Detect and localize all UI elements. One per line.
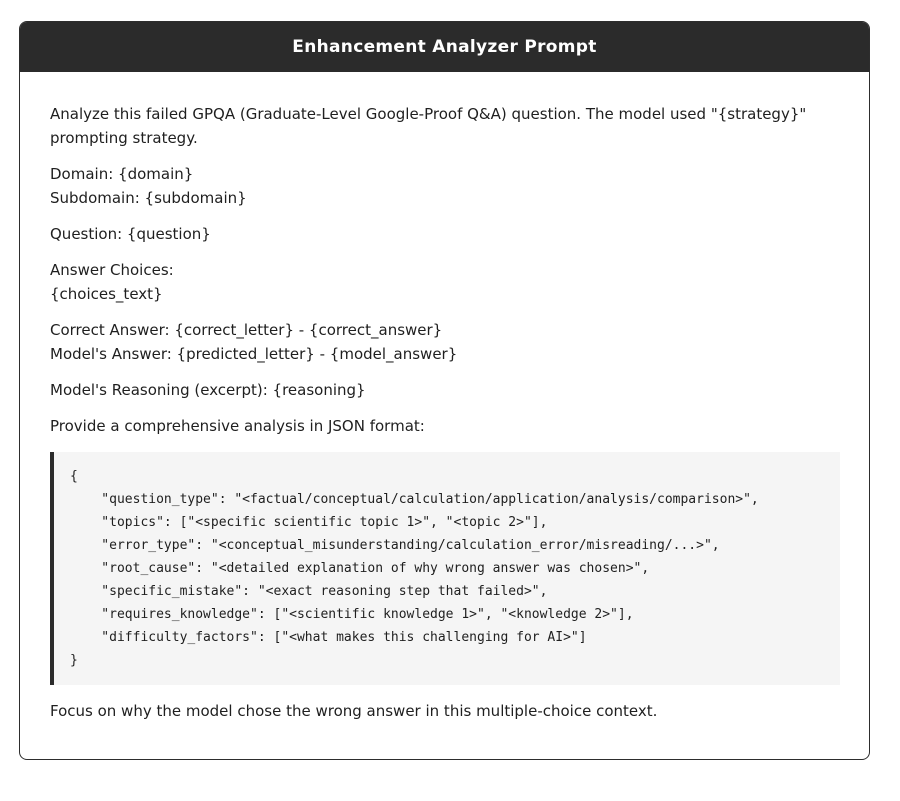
paragraph-answer-choices bbox=[50, 258, 840, 306]
code-line: "topics": ["<specific scientific topic 1>", "<topic 2>"], bbox=[70, 515, 548, 530]
paragraph-question bbox=[50, 222, 840, 246]
text-line: Correct Answer: {correct_letter} - {correct_answer} bbox=[50, 321, 443, 339]
card-body bbox=[20, 72, 869, 759]
text-line: Analyze this failed GPQA (Graduate-Level Google-Proof Q&A) question. The model used "{strategy}" bbox=[50, 105, 807, 123]
text-line: Provide a comprehensive analysis in JSON format: bbox=[50, 417, 425, 435]
text-line: Model's Answer: {predicted_letter} - {model_answer} bbox=[50, 345, 458, 363]
text-line: Subdomain: {subdomain} bbox=[50, 189, 247, 207]
paragraph-answers bbox=[50, 318, 840, 366]
paragraph-reasoning bbox=[50, 378, 840, 402]
code-line: "requires_knowledge": ["<scientific knowledge 1>", "<knowledge 2>"], bbox=[70, 607, 634, 622]
card-title: Enhancement Analyzer Prompt bbox=[292, 37, 597, 57]
text-line: Question: {question} bbox=[50, 225, 211, 243]
code-line: "specific_mistake": "<exact reasoning step that failed>", bbox=[70, 584, 548, 599]
paragraph-json-instruction bbox=[50, 414, 840, 438]
prompt-card bbox=[19, 21, 870, 760]
text-line: Answer Choices: bbox=[50, 261, 174, 279]
code-line: "question_type": "<factual/conceptual/calculation/application/analysis/comparison>", bbox=[70, 492, 759, 507]
card-header bbox=[20, 22, 869, 72]
text-line: {choices_text} bbox=[50, 285, 163, 303]
code-line: "root_cause": "<detailed explanation of why wrong answer was chosen>", bbox=[70, 561, 650, 576]
text-line: Domain: {domain} bbox=[50, 165, 194, 183]
paragraph-domain bbox=[50, 162, 840, 210]
code-line: "difficulty_factors": ["<what makes this challenging for AI>"] bbox=[70, 630, 587, 645]
code-line: } bbox=[70, 653, 78, 668]
paragraph-intro bbox=[50, 102, 840, 150]
paragraph-closing: Focus on why the model chose the wrong answer in this multiple-choice context. bbox=[50, 702, 658, 720]
code-line: { bbox=[70, 469, 78, 484]
json-format-code-block bbox=[50, 452, 840, 685]
text-line: prompting strategy. bbox=[50, 129, 198, 147]
code-line: "error_type": "<conceptual_misunderstanding/calculation_error/misreading/...>", bbox=[70, 538, 720, 553]
text-line: Model's Reasoning (excerpt): {reasoning} bbox=[50, 381, 366, 399]
